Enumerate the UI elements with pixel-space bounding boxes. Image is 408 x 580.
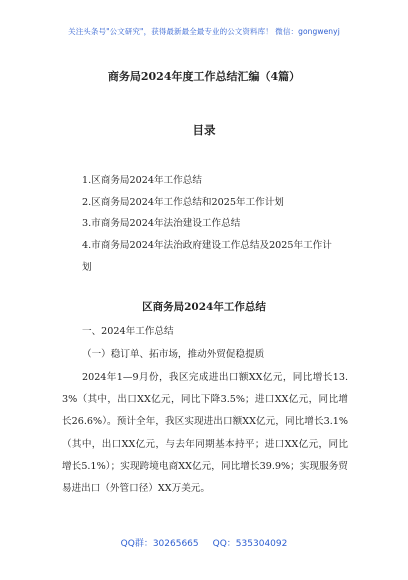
section-title: 区商务局2024年工作总结	[142, 301, 266, 313]
footer-qq-group: QQ群：30265665	[120, 539, 199, 549]
toc-item-1: 1.区商务局2024年工作总结	[82, 175, 202, 186]
header-banner: 关注头条号"公文研究"，获得最新最全最专业的公文资料库！ 微信：gongwenyj	[68, 27, 340, 36]
body-paragraph: 2024年1—9月份，我区完成进出口额XX亿元，同比增长13.3%（其中，出口XX亿元，同比下降3.5%；进口XX亿元，同比增长26.6%）。预计全年，我区实现进出口额XX亿元，同比增长3.1%（其中，出口XX亿元，与去年同期基本持平；进口XX亿元，同比增长5.1%）；实现跨境电商XX亿元，同比增长39.9%；实现服务贸易进出口（外管口径）XX万美元。	[62, 372, 348, 495]
section-heading-2: （一）稳订单、拓市场，推动外贸促稳提质	[82, 349, 265, 360]
toc-item-2: 2.区商务局2024年工作总结和2025年工作计划	[82, 196, 284, 208]
footer-contact	[0, 536, 408, 549]
document-title: 商务局2024年度工作总结汇编（4篇）	[107, 70, 301, 83]
toc-heading: 目录	[192, 123, 216, 137]
toc-item-4: 4.市商务局2024年法治政府建设工作总结及2025年工作计划	[82, 239, 332, 273]
table-of-contents	[82, 170, 340, 279]
section-heading-1: 一、2024年工作总结	[82, 326, 174, 337]
footer-qq: QQ：535304092	[212, 539, 288, 549]
toc-item-3: 3.市商务局2024年法治建设工作总结	[82, 218, 241, 229]
